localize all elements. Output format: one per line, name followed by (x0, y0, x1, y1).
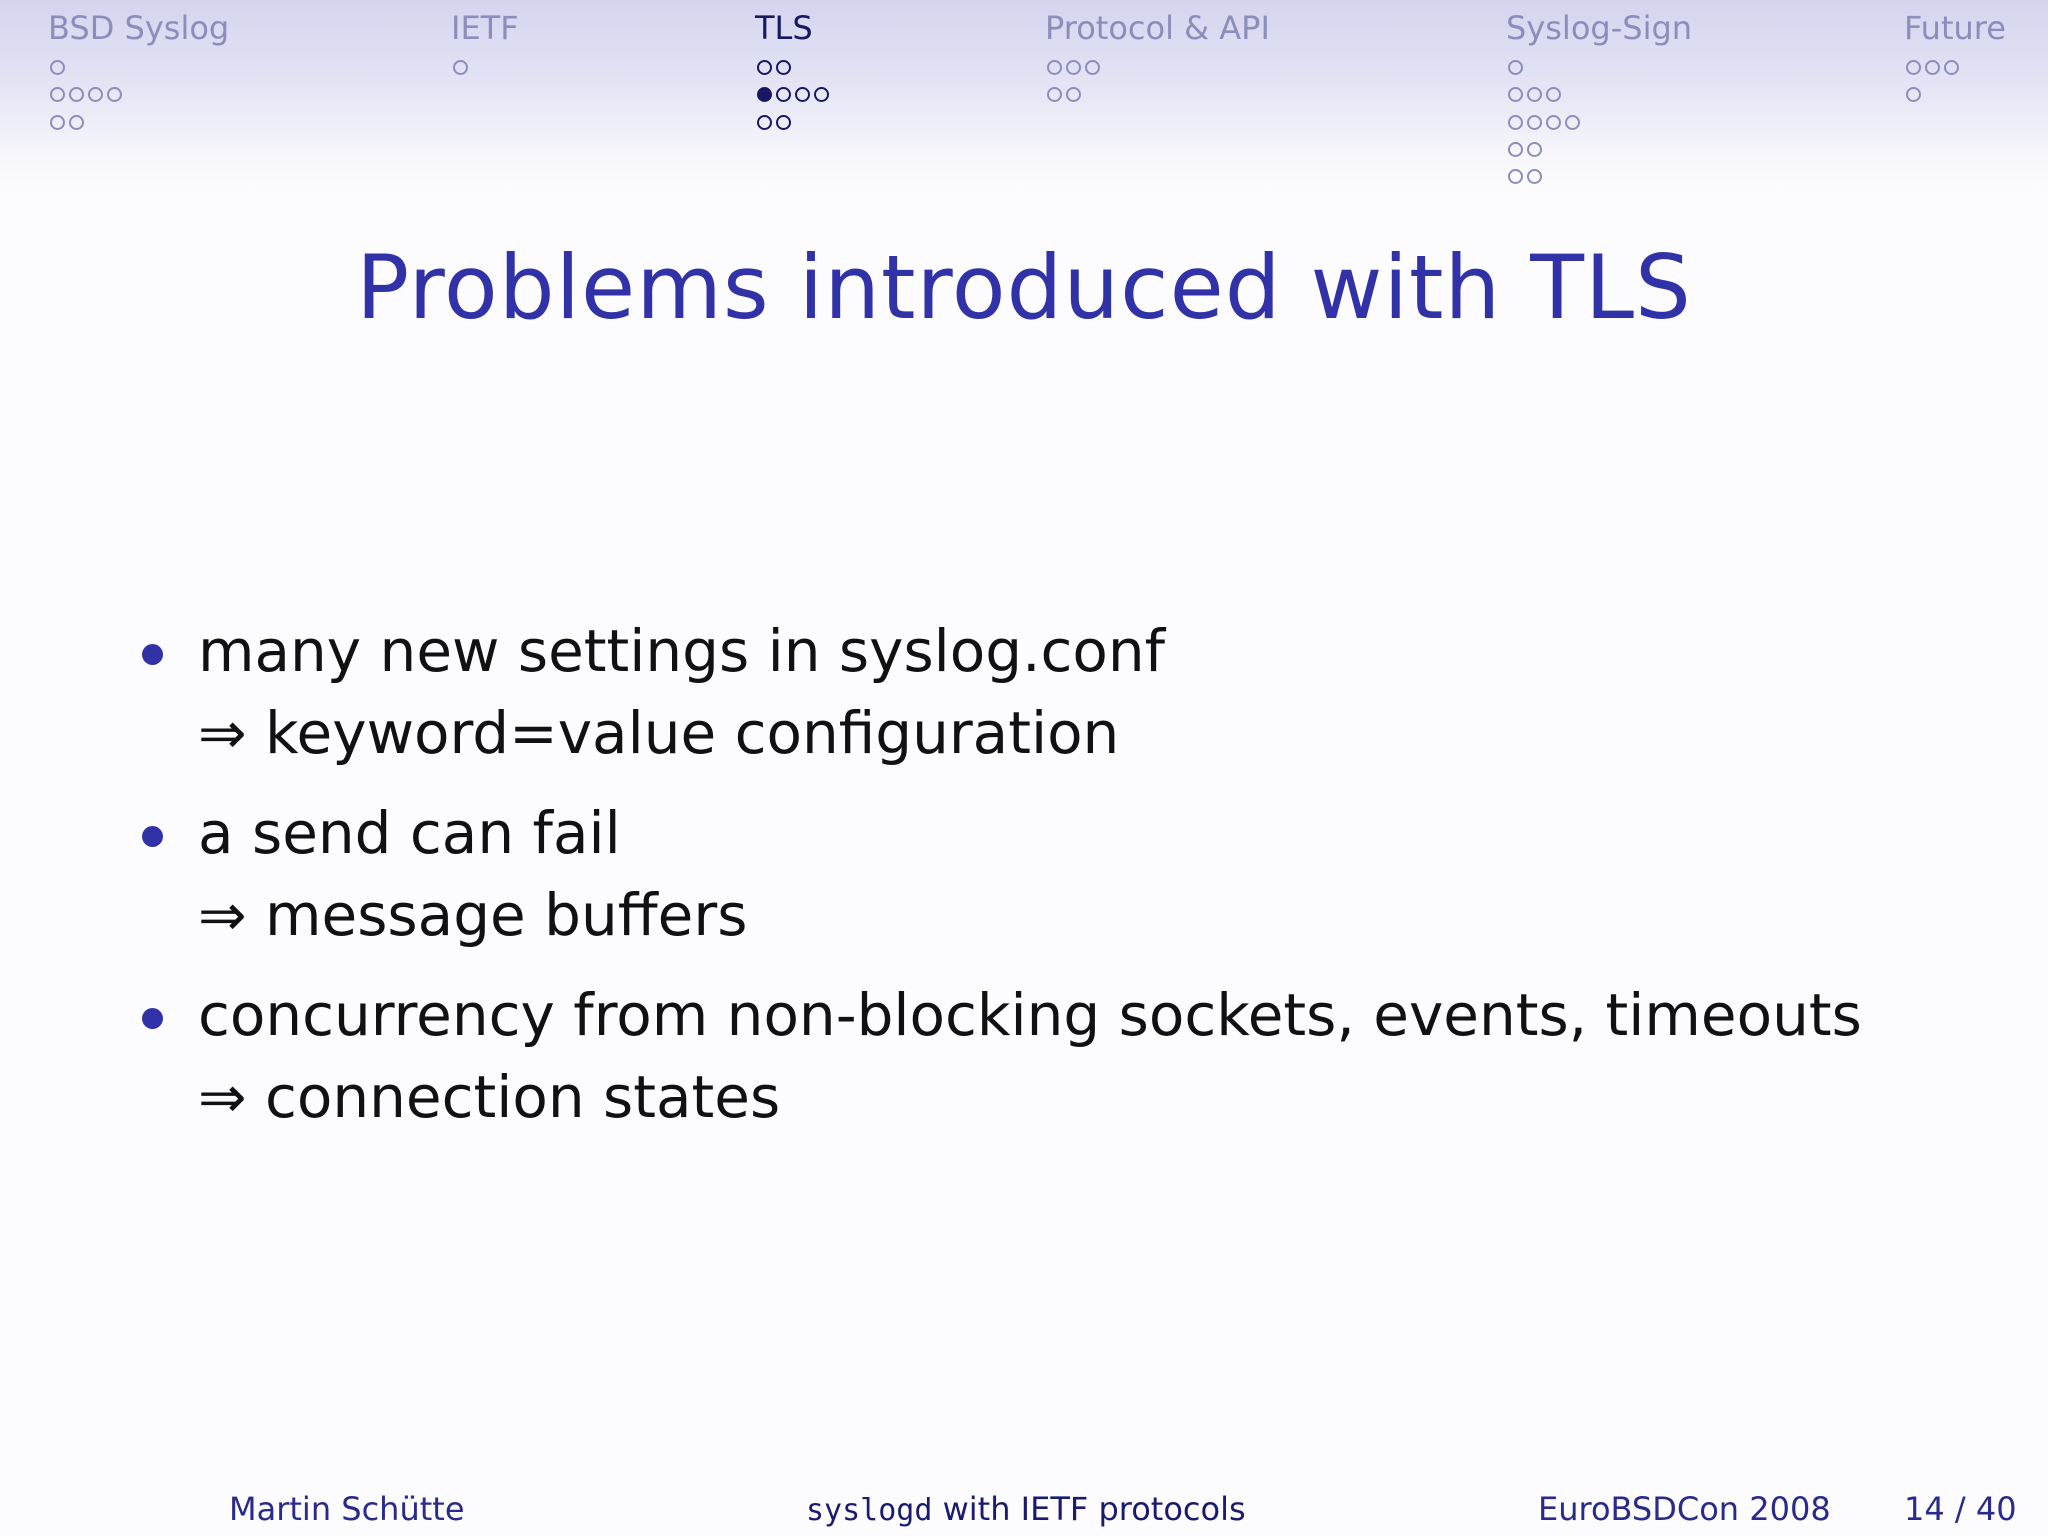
slide-dot-icon[interactable] (50, 115, 65, 130)
subsection-dots (48, 54, 229, 136)
slide-dot-icon[interactable] (69, 87, 84, 102)
slide-title: Problems introduced with TLS (356, 236, 1692, 339)
subsection-row (48, 81, 229, 108)
bullet-consequence: ⇒ connection states (198, 1063, 781, 1131)
bullet-marker (142, 1008, 163, 1029)
footer-talk-title (806, 1486, 1246, 1534)
nav-section-future[interactable] (1904, 8, 2006, 109)
slide-dot-icon[interactable] (1508, 87, 1523, 102)
nav-section-tls[interactable] (755, 8, 833, 136)
slide-dot-icon[interactable] (453, 60, 468, 75)
subsection-row (1045, 54, 1270, 81)
bullet-consequence: ⇒ keyword=value configuration (198, 699, 1120, 767)
slide-dot-icon[interactable] (1527, 169, 1542, 184)
slide-dot-icon[interactable] (757, 115, 772, 130)
subsection-row (1904, 81, 2006, 108)
bullet-marker (142, 826, 163, 847)
subsection-row (1904, 54, 2006, 81)
footer-author: Martin Schütte (229, 1490, 465, 1528)
bullet-marker (142, 644, 163, 665)
bullet-consequence: ⇒ message buffers (198, 881, 748, 949)
slide-dot-icon[interactable] (1508, 142, 1523, 157)
slide-dot-icon[interactable] (1085, 60, 1100, 75)
subsection-row (48, 109, 229, 136)
slide-dot-icon[interactable] (776, 115, 791, 130)
subsection-row (1506, 163, 1692, 190)
bullet-item (130, 974, 1980, 1138)
slide-dot-icon[interactable] (1527, 142, 1542, 157)
footer-title-code: syslogd (806, 1493, 933, 1528)
nav-section-title[interactable]: TLS (755, 9, 813, 47)
slide-dot-icon[interactable] (1527, 87, 1542, 102)
slide-dot-icon[interactable] (88, 87, 103, 102)
bullet-text: a send can fail (198, 799, 621, 867)
section-navigation-bar (0, 0, 2048, 190)
subsection-row (1506, 81, 1692, 108)
slide-dot-icon[interactable] (1546, 87, 1561, 102)
slide-dot-icon[interactable] (1944, 60, 1959, 75)
subsection-row (755, 54, 833, 81)
subsection-row (1506, 54, 1692, 81)
slide-dot-icon[interactable] (69, 115, 84, 130)
subsection-dots (1045, 54, 1270, 109)
subsection-row (1506, 136, 1692, 163)
slide-dot-icon[interactable] (795, 87, 810, 102)
footer-event: EuroBSDCon 2008 (1538, 1490, 1831, 1528)
slide-dot-icon[interactable] (1508, 169, 1523, 184)
bullet-item (130, 610, 1980, 774)
bullet-text: concurrency from non-blocking sockets, events, timeouts (198, 981, 1862, 1049)
slide-dot-icon[interactable] (1906, 60, 1921, 75)
subsection-row (48, 54, 229, 81)
nav-section-title[interactable]: IETF (451, 9, 519, 47)
slide-dot-icon[interactable] (1906, 87, 1921, 102)
subsection-dots (1904, 54, 2006, 109)
subsection-row (1045, 81, 1270, 108)
bullet-text: many new settings in syslog.conf (198, 617, 1166, 685)
nav-section-syslog-sign[interactable] (1506, 8, 1692, 190)
nav-section-title[interactable]: Protocol & API (1045, 9, 1270, 47)
slide-dot-icon[interactable] (814, 87, 829, 102)
subsection-dots (755, 54, 833, 136)
slide-dot-icon[interactable] (1527, 115, 1542, 130)
subsection-row (755, 81, 833, 108)
footer-title-rest: with IETF protocols (932, 1490, 1246, 1528)
slide-dot-icon[interactable] (1508, 60, 1523, 75)
subsection-dots (451, 54, 519, 81)
slide-footer (0, 1486, 2048, 1532)
slide-dot-icon[interactable] (50, 87, 65, 102)
nav-section-title[interactable]: Syslog-Sign (1506, 9, 1693, 47)
slide-dot-icon[interactable] (107, 87, 122, 102)
bullet-item (130, 792, 1980, 956)
slide-dot-icon[interactable] (1066, 60, 1081, 75)
nav-section-protocol-api[interactable] (1045, 8, 1270, 109)
slide-dot-icon[interactable] (50, 60, 65, 75)
slide-dot-icon[interactable] (1925, 60, 1940, 75)
slide-dot-icon[interactable] (1066, 87, 1081, 102)
bullet-list (130, 610, 1980, 1156)
slide-dot-icon[interactable] (1565, 115, 1580, 130)
slide-dot-icon[interactable] (776, 60, 791, 75)
subsection-row (1506, 109, 1692, 136)
slide-dot-icon[interactable] (776, 87, 791, 102)
footer-page-number: 14 / 40 (1904, 1490, 2017, 1528)
slide-dot-icon[interactable] (1047, 60, 1062, 75)
nav-section-title[interactable]: Future (1904, 9, 2006, 47)
subsection-row (755, 109, 833, 136)
slide-dot-icon[interactable] (1546, 115, 1561, 130)
nav-section-title[interactable]: BSD Syslog (48, 9, 230, 47)
nav-section-ietf[interactable] (451, 8, 519, 81)
slide-dot-icon[interactable] (1047, 87, 1062, 102)
subsection-row (451, 54, 519, 81)
subsection-dots (1506, 54, 1692, 190)
slide-dot-icon[interactable] (1508, 115, 1523, 130)
slide-dot-icon[interactable] (757, 87, 772, 102)
slide-dot-icon[interactable] (757, 60, 772, 75)
nav-section-bsd-syslog[interactable] (48, 8, 229, 136)
